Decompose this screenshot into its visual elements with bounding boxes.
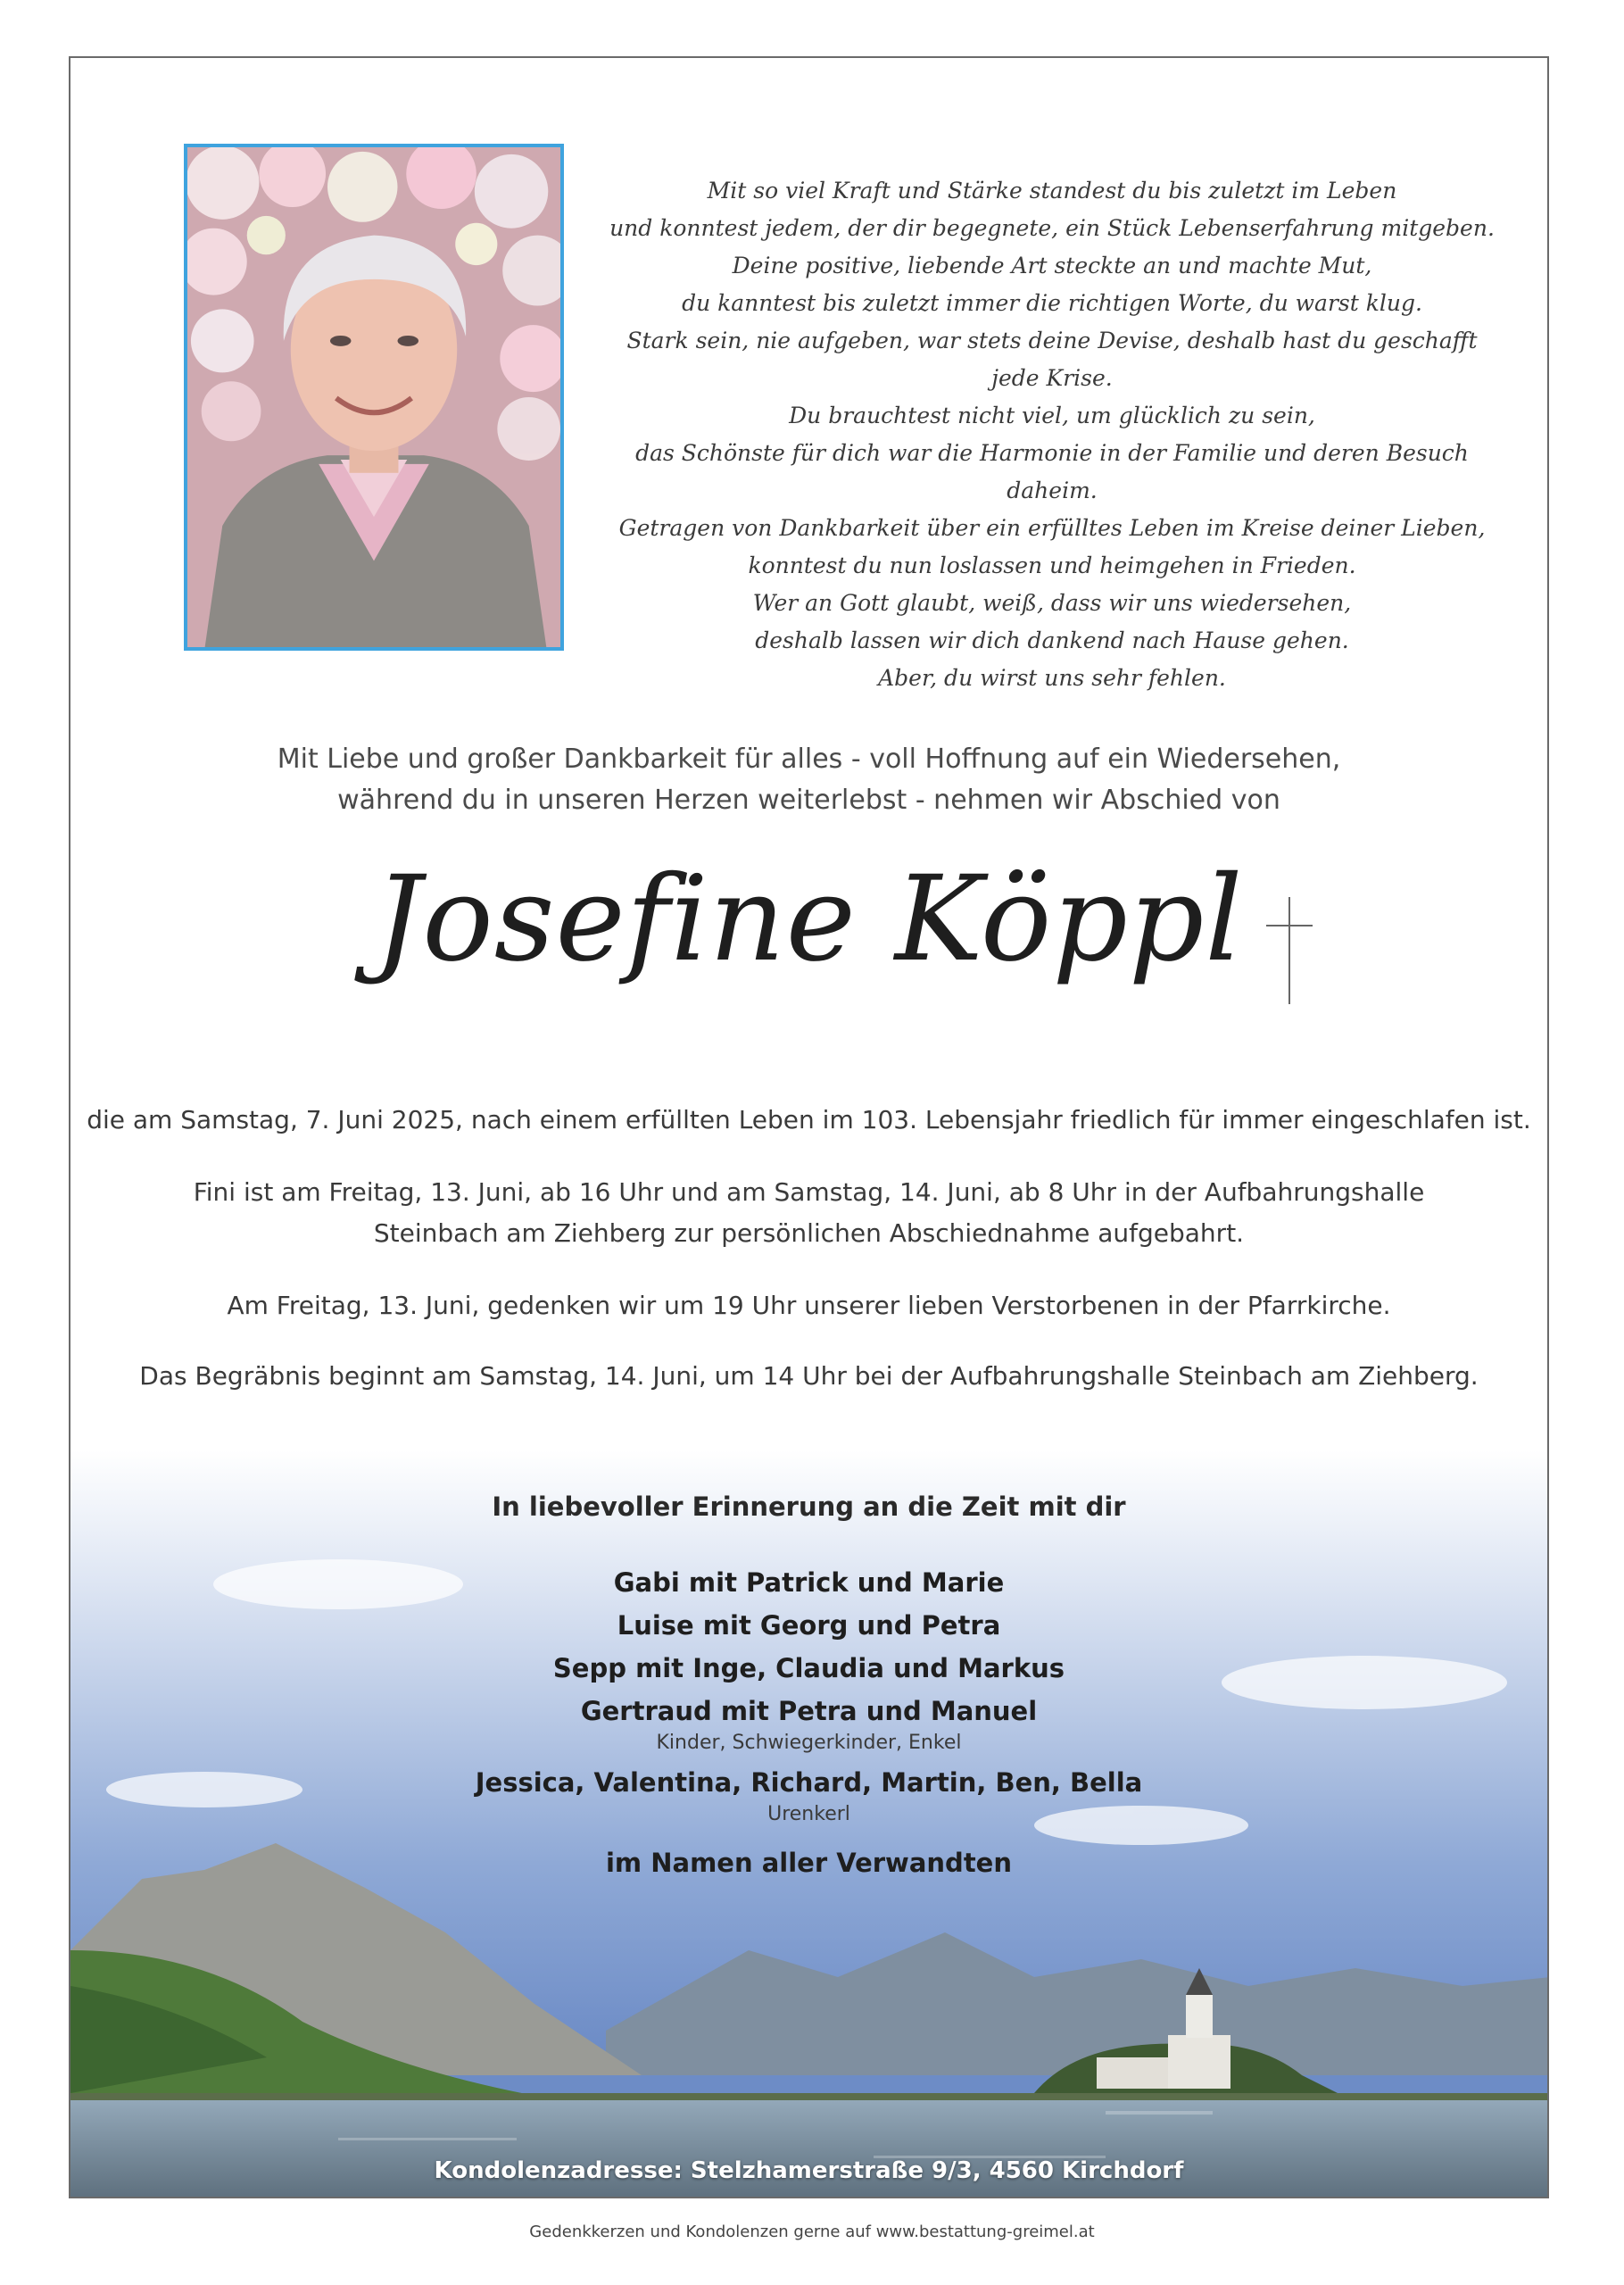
viewing-line: Fini ist am Freitag, 13. Juni, ab 16 Uhr und am Samstag, 14. Juni, ab 8 Uhr in der Aufbahrungshalle bbox=[193, 1177, 1425, 1207]
poem-line: Deine positive, liebende Art steckte an und machte Mut, bbox=[732, 253, 1372, 278]
poem-line: Wer an Gott glaubt, weiß, dass wir uns wiedersehen, bbox=[752, 590, 1352, 616]
family-entry bbox=[70, 1604, 1547, 1647]
poem bbox=[606, 172, 1498, 697]
cross-icon bbox=[1263, 897, 1316, 1004]
portrait-photo bbox=[184, 144, 564, 651]
poem-line: und konntest jedem, der dir begegnete, ein Stück Lebenserfahrung mitgeben. bbox=[609, 215, 1495, 241]
family-names: Gabi mit Patrick und Marie bbox=[613, 1567, 1005, 1598]
intro-line: Mit Liebe und großer Dankbarkeit für alles - voll Hoffnung auf ein Wiedersehen, bbox=[277, 744, 1341, 775]
family-names: Jessica, Valentina, Richard, Martin, Ben, Bella bbox=[475, 1767, 1143, 1798]
funeral-info: Das Begräbnis beginnt am Samstag, 14. Juni, um 14 Uhr bei der Aufbahrungshalle Steinbach am Ziehberg. bbox=[139, 1361, 1479, 1391]
intro-line: während du in unseren Herzen weiterlebst - nehmen wir Abschied von bbox=[337, 785, 1280, 816]
poem-line: Stark sein, nie aufgeben, war stets deine Devise, deshalb hast du geschafft jede Krise. bbox=[626, 328, 1478, 391]
poem-line: Mit so viel Kraft und Stärke standest du bis zuletzt im Leben bbox=[707, 178, 1397, 204]
obituary-card bbox=[69, 56, 1549, 2198]
family-names: Sepp mit Inge, Claudia und Markus bbox=[552, 1653, 1065, 1683]
poem-line: das Schönste für dich war die Harmonie in der Familie und deren Besuch daheim. bbox=[635, 440, 1469, 503]
family-relation: Urenkerl bbox=[767, 1803, 850, 1825]
family-list bbox=[70, 1561, 1547, 1832]
poem-line: Getragen von Dankbarkeit über ein erfülltes Leben im Kreise deiner Lieben, bbox=[618, 515, 1486, 541]
intro-text bbox=[70, 739, 1547, 821]
poem-line: Du brauchtest nicht viel, um glücklich zu sein, bbox=[789, 403, 1315, 428]
deceased-name: Josefine Köppl bbox=[374, 851, 1244, 988]
family-names: Gertraud mit Petra und Manuel bbox=[580, 1696, 1038, 1726]
poem-line: deshalb lassen wir dich dankend nach Hause gehen. bbox=[755, 627, 1349, 653]
death-announcement: die am Samstag, 7. Juni 2025, nach einem erfüllten Leben im 103. Lebensjahr friedlich für immer eingeschlafen ist. bbox=[87, 1105, 1531, 1134]
family-entry bbox=[70, 1647, 1547, 1690]
viewing-info bbox=[70, 1172, 1547, 1254]
poem-line: Aber, du wirst uns sehr fehlen. bbox=[878, 665, 1226, 691]
viewing-line: Steinbach am Ziehberg zur persönlichen Abschiednahme aufgebahrt. bbox=[373, 1218, 1245, 1248]
closing-line: im Namen aller Verwandten bbox=[605, 1848, 1012, 1878]
portrait-image bbox=[187, 147, 560, 647]
family-entry bbox=[70, 1561, 1547, 1604]
family-entry bbox=[70, 1761, 1547, 1825]
condolence-address: Kondolenzadresse: Stelzhamerstraße 9/3, 4560 Kirchdorf bbox=[434, 2157, 1184, 2184]
poem-line: du kanntest bis zuletzt immer die richtigen Worte, du warst klug. bbox=[682, 290, 1422, 316]
family-names: Luise mit Georg und Petra bbox=[617, 1610, 1001, 1641]
remembrance-heading: In liebevoller Erinnerung an die Zeit mit dir bbox=[492, 1491, 1126, 1522]
family-entry bbox=[70, 1690, 1547, 1754]
poem-line: konntest du nun loslassen und heimgehen in Frieden. bbox=[748, 553, 1356, 578]
family-relation: Kinder, Schwiegerkinder, Enkel bbox=[656, 1732, 962, 1754]
memorial-info: Am Freitag, 13. Juni, gedenken wir um 19 Uhr unserer lieben Verstorbenen in der Pfarrkirche. bbox=[227, 1291, 1391, 1320]
footer-note: Gedenkkerzen und Kondolenzen gerne auf www.bestattung-greimel.at bbox=[529, 2223, 1095, 2241]
